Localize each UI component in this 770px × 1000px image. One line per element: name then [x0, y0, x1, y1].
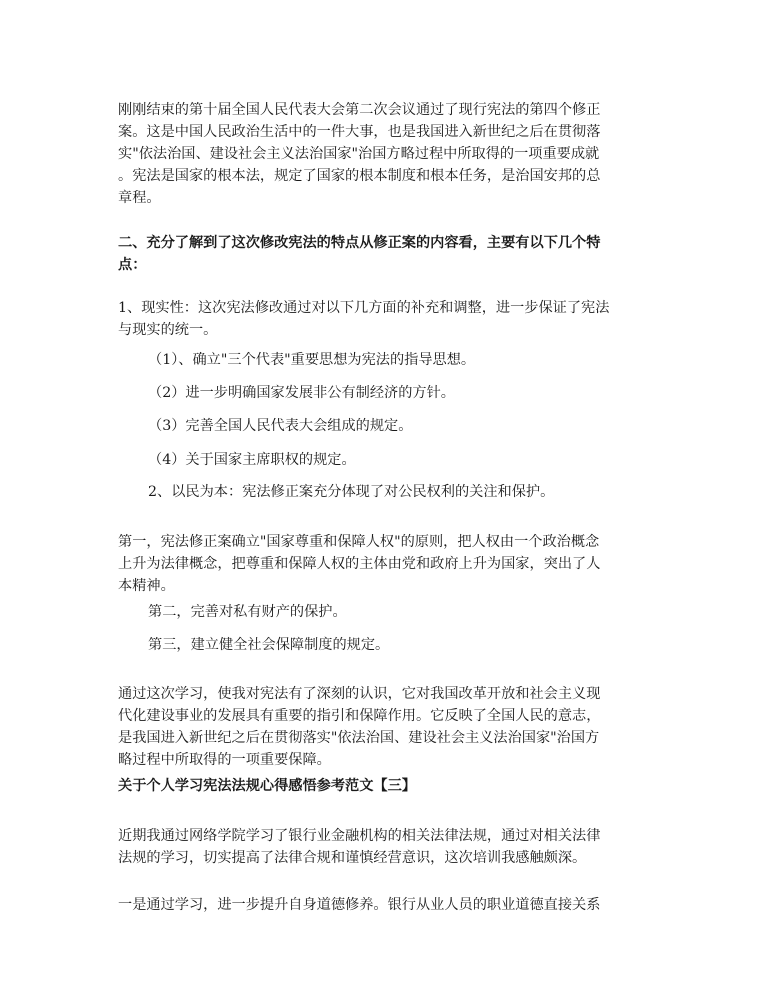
intro-paragraph: 刚刚结束的第十届全国人民代表大会第二次会议通过了现行宪法的第四个修正 案。这是中国人民政治生活中的一件大事，也是我国进入新世纪之后在贯彻落 实"依法治国、建设社会主义法治国家"治国方略过程中所取得的一项重要成就 。宪法是国家的根本法，规定了国家的根本制度和根本任务，是治国安邦的总 章程。 [118, 102, 601, 206]
list-item-1: （1）、确立"三个代表"重要思想为宪法的指导思想。 [148, 352, 476, 368]
third-point-line: 第三，建立健全社会保障制度的规定。 [148, 637, 390, 653]
first-point-paragraph: 第一，宪法修正案确立"国家尊重和保障人权"的原则，把人权由一个政治概念 上升为法律概念，把尊重和保障人权的主体由党和政府上升为国家，突出了人 本精神。 [118, 534, 601, 594]
section-title: 关于个人学习宪法法规心得感悟参考范文【三】 [118, 778, 416, 794]
point-one-paragraph: 1、现实性：这次宪法修改通过对以下几方面的补充和调整，进一步保证了宪法 与现实的统一。 [118, 300, 610, 338]
recent-study-paragraph: 近期我通过网络学院学习了银行业金融机构的相关法律法规，通过对相关法律 法规的学习，切实提高了法律合规和谨慎经营意识，这次培训我感触颇深。 [118, 828, 601, 866]
point-two-line: 2、以民为本：宪法修正案充分体现了对公民权利的关注和保护。 [148, 484, 555, 500]
list-item-2: （2）进一步明确国家发展非公有制经济的方针。 [148, 385, 455, 401]
list-item-3: （3）完善全国人民代表大会组成的规定。 [148, 418, 413, 434]
list-item-4: （4）关于国家主席职权的规定。 [148, 452, 356, 468]
last-line: 一是通过学习，进一步提升自身道德修养。银行从业人员的职业道德直接关系 [118, 897, 601, 913]
conclusion-paragraph: 通过这次学习，使我对宪法有了深刻的认识，它对我国改革开放和社会主义现 代化建设事业的发展具有重要的指引和保障作用。它反映了全国人民的意志， 是我国进入新世纪之后在贯彻落实"依法治国、建设社会主义法治国家"治国方 略过程中所取得的一项重要保障。 [118, 686, 601, 768]
second-point-line: 第二，完善对私有财产的保护。 [148, 604, 347, 620]
section-two-heading: 二、充分了解到了这次修改宪法的特点从修正案的内容看，主要有以下几个特 点： [118, 235, 601, 273]
